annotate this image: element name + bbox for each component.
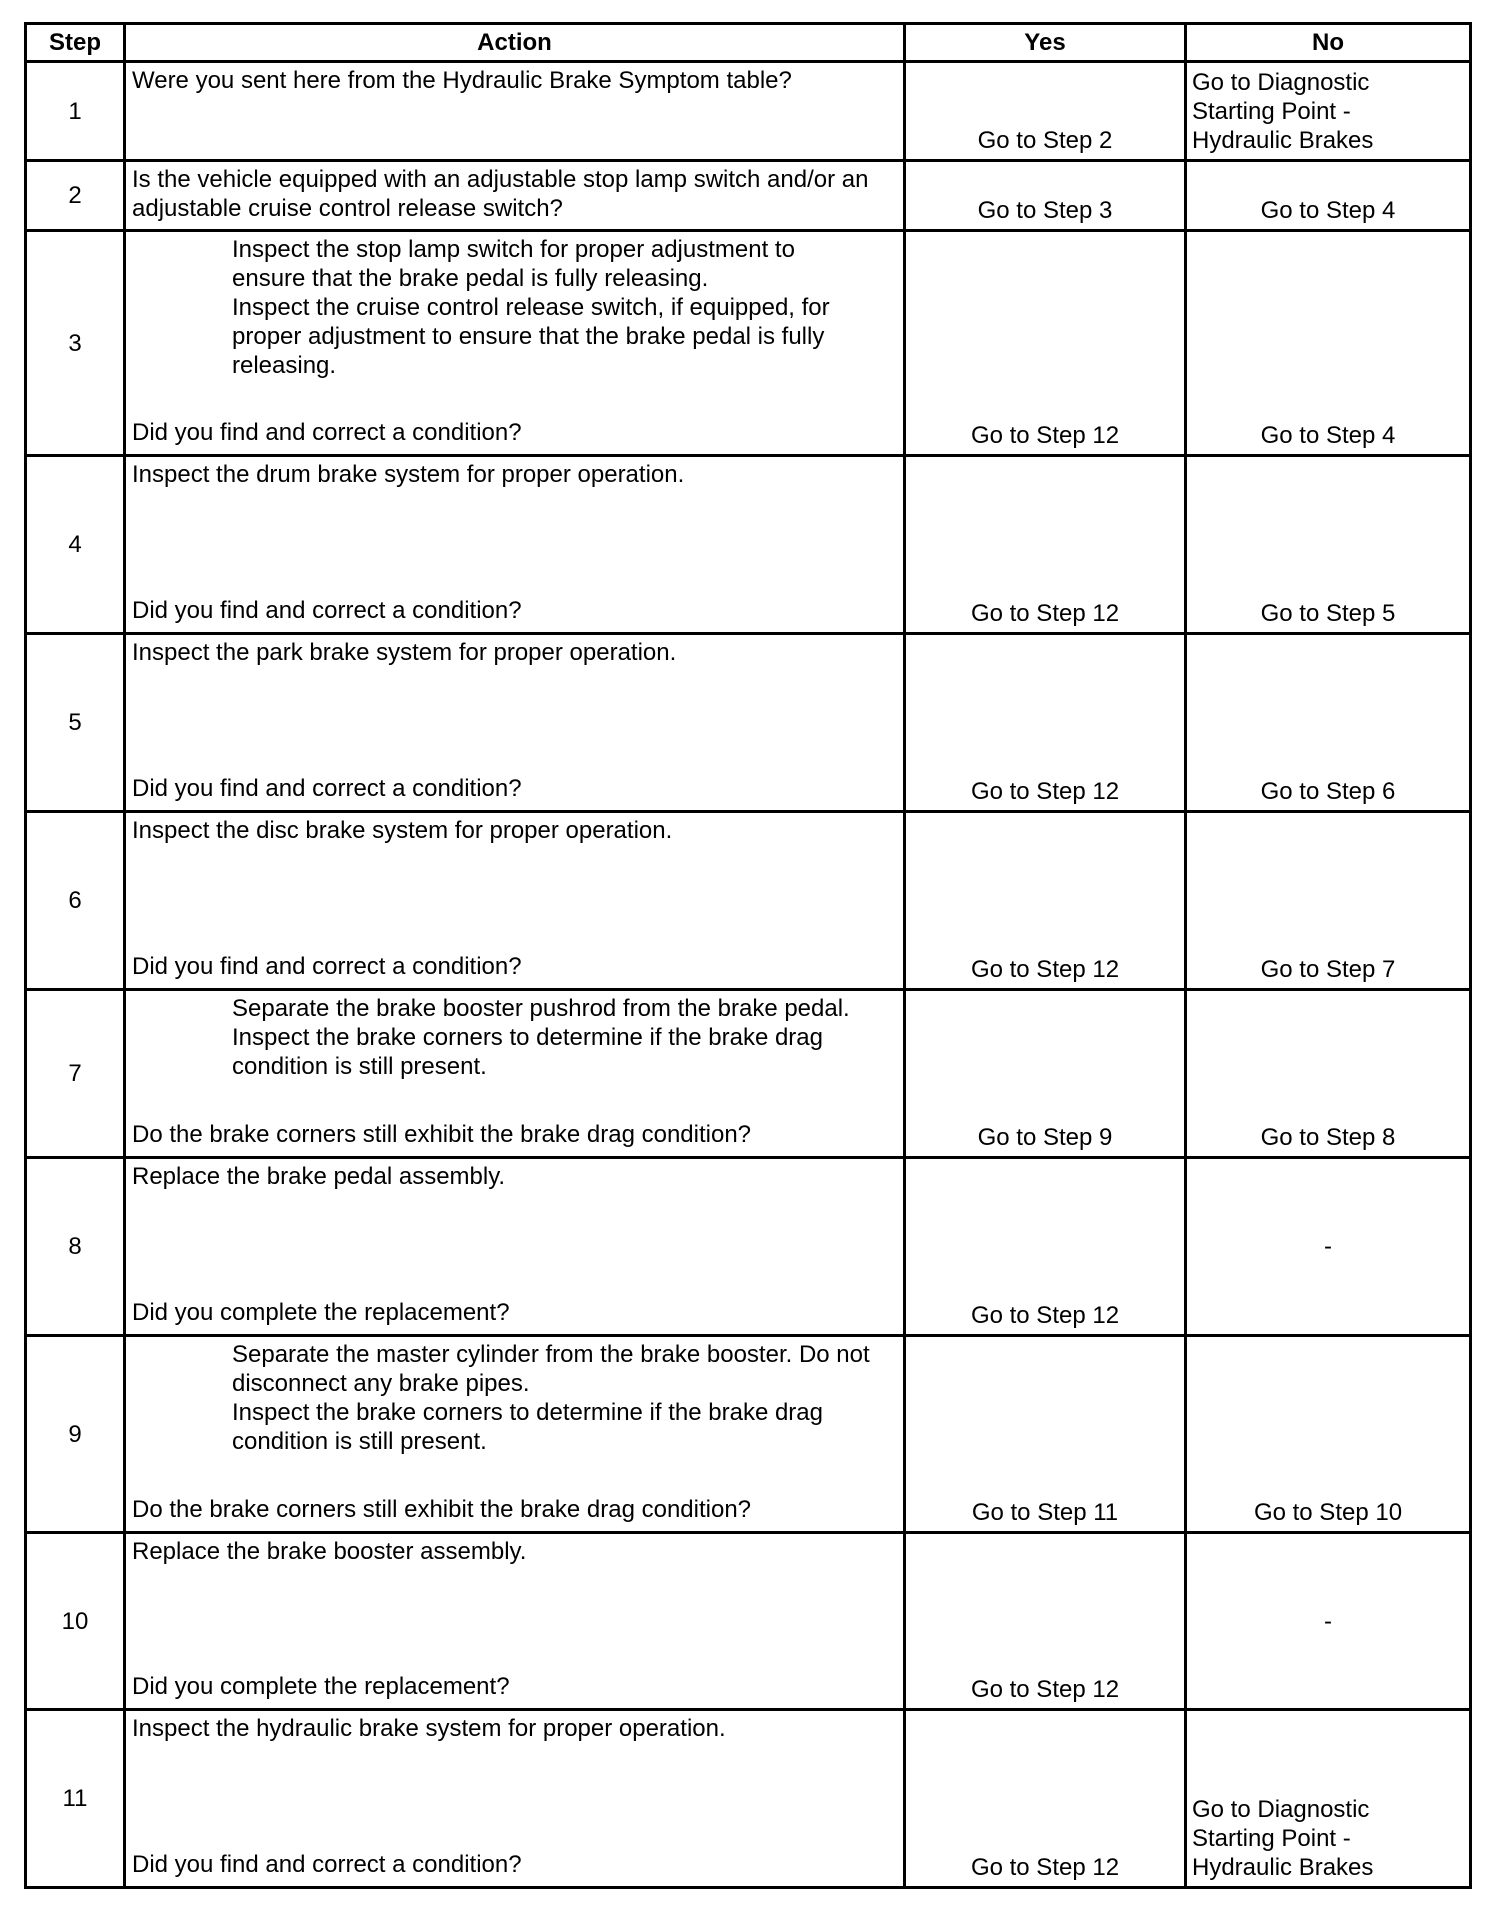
yes-cell: Go to Step 12: [905, 1533, 1186, 1710]
no-text: Hydraulic Brakes: [1192, 127, 1374, 154]
header-action: Action: [125, 24, 905, 62]
action-text: releasing.: [232, 352, 337, 379]
action-text: adjustable cruise control release switch?: [132, 195, 563, 222]
diagnostic-table-document: [24, 22, 1472, 1889]
header-yes: Yes: [905, 24, 1186, 62]
action-cell: [125, 634, 905, 812]
action-question: Did you find and correct a condition?: [132, 953, 522, 980]
action-question: Do the brake corners still exhibit the brake drag condition?: [132, 1496, 752, 1523]
yes-cell: Go to Step 12: [905, 231, 1186, 456]
action-text: disconnect any brake pipes.: [232, 1370, 530, 1397]
action-text: Separate the brake booster pushrod from the brake pedal.: [232, 995, 850, 1022]
table-row: [26, 456, 1471, 634]
yes-cell: Go to Step 2: [905, 62, 1186, 161]
yes-cell: Go to Step 12: [905, 1158, 1186, 1336]
action-cell: [125, 1710, 905, 1888]
table-row: [26, 990, 1471, 1158]
action-text: Inspect the drum brake system for proper operation.: [132, 461, 685, 488]
table-row: [26, 1533, 1471, 1710]
action-text: Inspect the brake corners to determine if the brake drag: [232, 1024, 823, 1051]
no-text: Go to Diagnostic: [1192, 1796, 1370, 1823]
action-question: Did you complete the replacement?: [132, 1299, 510, 1326]
yes-cell: Go to Step 12: [905, 812, 1186, 990]
no-cell: Go to Step 4: [1186, 231, 1471, 456]
no-text: Hydraulic Brakes: [1192, 1854, 1374, 1881]
table-row: [26, 231, 1471, 456]
no-text: Starting Point -: [1192, 98, 1351, 125]
action-question: Did you find and correct a condition?: [132, 419, 522, 446]
no-cell: Go to Step 4: [1186, 161, 1471, 231]
yes-cell: Go to Step 12: [905, 1710, 1186, 1888]
no-cell: Go to Step 5: [1186, 456, 1471, 634]
action-text: ensure that the brake pedal is fully releasing.: [232, 265, 709, 292]
yes-cell: Go to Step 12: [905, 634, 1186, 812]
step-number: 10: [26, 1533, 125, 1710]
no-cell: [1186, 1710, 1471, 1888]
header-step: Step: [26, 24, 125, 62]
action-text: Inspect the disc brake system for proper operation.: [132, 817, 673, 844]
table-row: [26, 161, 1471, 231]
action-text: Inspect the stop lamp switch for proper adjustment to: [232, 236, 795, 263]
table-row: [26, 1710, 1471, 1888]
action-text: Separate the master cylinder from the brake booster. Do not: [232, 1341, 870, 1368]
action-cell: [125, 161, 905, 231]
yes-cell: Go to Step 11: [905, 1336, 1186, 1533]
action-cell: [125, 231, 905, 456]
action-text: Replace the brake booster assembly.: [132, 1538, 527, 1565]
action-text: Inspect the park brake system for proper operation.: [132, 639, 677, 666]
action-question: Did you find and correct a condition?: [132, 1851, 522, 1878]
table-row: [26, 62, 1471, 161]
action-text: Replace the brake pedal assembly.: [132, 1163, 506, 1190]
action-cell: [125, 1336, 905, 1533]
action-text: Were you sent here from the Hydraulic Brake Symptom table?: [132, 67, 792, 94]
action-text: Is the vehicle equipped with an adjustable stop lamp switch and/or an: [132, 166, 869, 193]
step-number: 2: [26, 161, 125, 231]
no-cell: -: [1186, 1533, 1471, 1710]
step-number: 7: [26, 990, 125, 1158]
step-number: 5: [26, 634, 125, 812]
step-number: 4: [26, 456, 125, 634]
no-cell: -: [1186, 1158, 1471, 1336]
action-text: Inspect the hydraulic brake system for proper operation.: [132, 1715, 726, 1742]
step-number: 9: [26, 1336, 125, 1533]
action-question: Did you find and correct a condition?: [132, 775, 522, 802]
yes-cell: Go to Step 3: [905, 161, 1186, 231]
action-text: condition is still present.: [232, 1428, 487, 1455]
step-number: 8: [26, 1158, 125, 1336]
action-question: Did you find and correct a condition?: [132, 597, 522, 624]
table-row: [26, 812, 1471, 990]
diagnostic-table: [24, 22, 1472, 1889]
table-header-row: [26, 24, 1471, 62]
no-text: Starting Point -: [1192, 1825, 1351, 1852]
no-cell: Go to Step 10: [1186, 1336, 1471, 1533]
yes-cell: Go to Step 9: [905, 990, 1186, 1158]
action-text: condition is still present.: [232, 1053, 487, 1080]
action-text: Inspect the cruise control release switch, if equipped, for: [232, 294, 830, 321]
action-cell: [125, 62, 905, 161]
action-cell: [125, 812, 905, 990]
action-text: proper adjustment to ensure that the brake pedal is fully: [232, 323, 825, 350]
action-cell: [125, 1533, 905, 1710]
table-row: [26, 1158, 1471, 1336]
action-cell: [125, 990, 905, 1158]
step-number: 3: [26, 231, 125, 456]
action-question: Did you complete the replacement?: [132, 1673, 510, 1700]
action-cell: [125, 456, 905, 634]
no-text: Go to Diagnostic: [1192, 69, 1370, 96]
action-text: Inspect the brake corners to determine if the brake drag: [232, 1399, 823, 1426]
yes-cell: Go to Step 12: [905, 456, 1186, 634]
table-row: [26, 1336, 1471, 1533]
step-number: 11: [26, 1710, 125, 1888]
no-cell: Go to Step 7: [1186, 812, 1471, 990]
no-cell: [1186, 62, 1471, 161]
action-question: Do the brake corners still exhibit the brake drag condition?: [132, 1121, 752, 1148]
step-number: 6: [26, 812, 125, 990]
table-row: [26, 634, 1471, 812]
step-number: 1: [26, 62, 125, 161]
action-cell: [125, 1158, 905, 1336]
no-cell: Go to Step 6: [1186, 634, 1471, 812]
no-cell: Go to Step 8: [1186, 990, 1471, 1158]
header-no: No: [1186, 24, 1471, 62]
